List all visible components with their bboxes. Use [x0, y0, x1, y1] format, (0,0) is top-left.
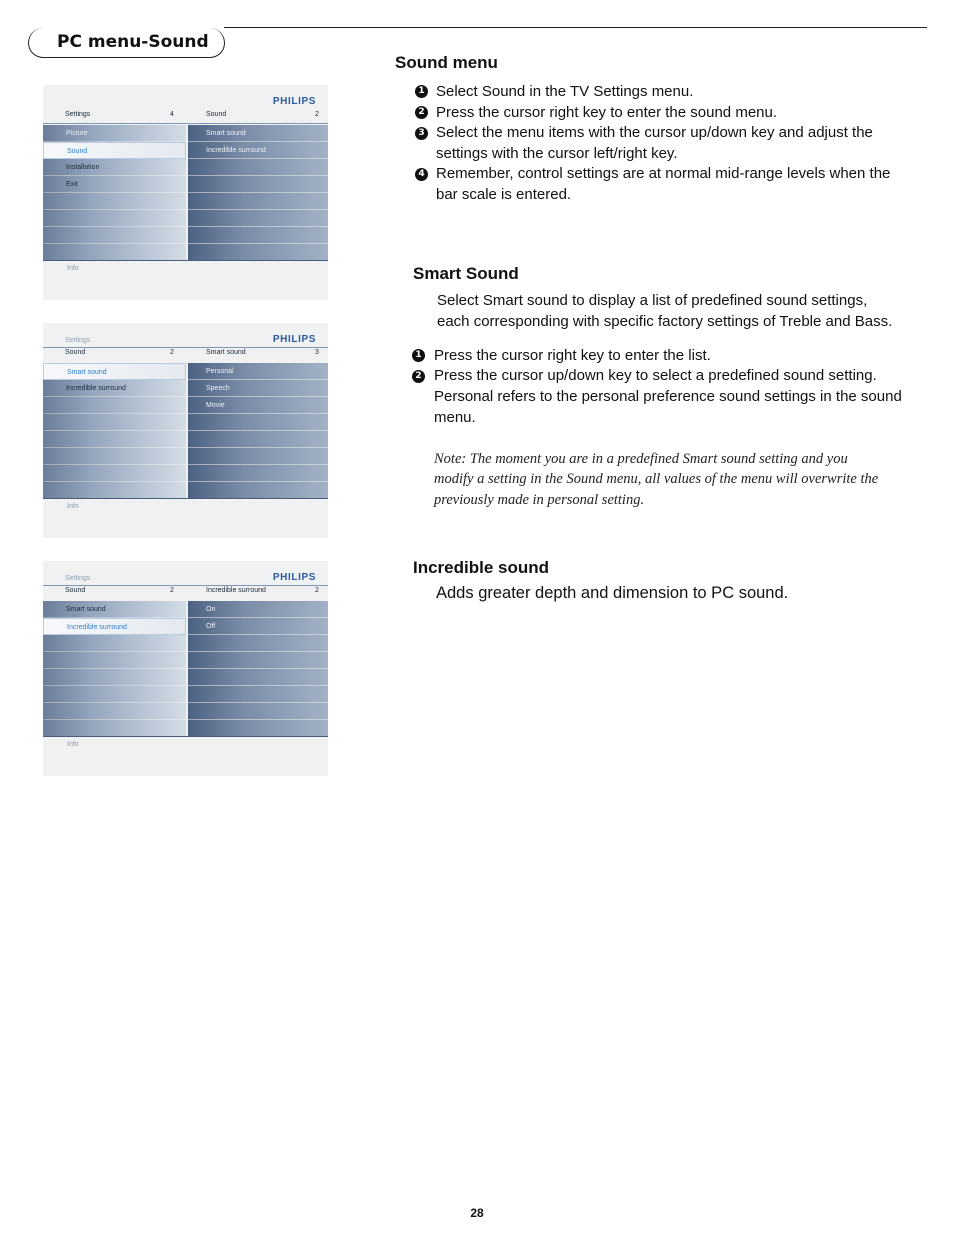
menu-item-picture[interactable]: Picture — [43, 125, 186, 142]
info-label: Info — [67, 741, 79, 748]
step-bullet: 4 — [415, 168, 428, 181]
step-bullet: 2 — [412, 370, 425, 383]
submenu-item-off[interactable]: Off — [188, 618, 328, 635]
bottom-line — [43, 260, 328, 261]
submenu-item-incredible-surround[interactable]: Incredible surround — [188, 142, 328, 159]
menu-empty-row — [43, 431, 186, 448]
screen-incredible-surround — [43, 561, 328, 776]
step-bullet: 2 — [415, 106, 428, 119]
smart-sound-title: Smart Sound — [413, 264, 519, 283]
menu-item-installation[interactable]: Installation — [43, 159, 186, 176]
menu-item-incredible-surround[interactable]: Incredible surround — [43, 618, 186, 635]
step-bullet: 1 — [415, 85, 428, 98]
submenu-item-movie[interactable]: Movie — [188, 397, 328, 414]
bottom-line — [43, 498, 328, 499]
submenu-empty-row — [188, 448, 328, 465]
smart-sound-intro-line1: Select Smart sound to display a list of predefined sound settings, — [437, 292, 868, 309]
right-header: Smart sound — [206, 349, 246, 356]
menu-item-incredible-surround[interactable]: Incredible surround — [43, 380, 186, 397]
menu-empty-row — [43, 193, 186, 210]
info-label: Info — [67, 503, 79, 510]
header-line — [43, 585, 328, 586]
right-header-count: 2 — [315, 587, 319, 594]
sound-menu-title: Sound menu — [395, 53, 498, 72]
submenu-empty-row — [188, 465, 328, 482]
right-header-count: 3 — [315, 349, 319, 356]
menu-empty-row — [43, 210, 186, 227]
submenu-empty-row — [188, 669, 328, 686]
submenu-item-speech[interactable]: Speech — [188, 380, 328, 397]
screen-smart-sound — [43, 323, 328, 538]
smart-step-2-line2: Personal refers to the personal preference sound settings in the sound — [434, 388, 902, 405]
submenu-empty-row — [188, 176, 328, 193]
step-bullet: 3 — [415, 127, 428, 140]
menu-empty-row — [43, 635, 186, 652]
header-line — [43, 347, 328, 348]
menu-empty-row — [43, 703, 186, 720]
submenu-item-on[interactable]: On — [188, 601, 328, 618]
incredible-sound-text: Adds greater depth and dimension to PC sound. — [436, 584, 789, 602]
submenu-empty-row — [188, 210, 328, 227]
menu-body — [43, 125, 328, 260]
left-header-count: 2 — [170, 349, 174, 356]
submenu-empty-row — [188, 635, 328, 652]
breadcrumb: Settings — [65, 575, 91, 582]
info-label: Info — [67, 265, 79, 272]
submenu-empty-row — [188, 703, 328, 720]
bottom-line — [43, 736, 328, 737]
menu-body — [43, 363, 328, 498]
submenu-item-smart-sound[interactable]: Smart sound — [188, 125, 328, 142]
left-header: Settings — [65, 111, 91, 118]
top-rule — [224, 27, 927, 28]
smart-sound-note-line2: modify a setting in the Sound menu, all values of the menu will overwrite the — [434, 471, 879, 487]
menu-empty-row — [43, 686, 186, 703]
submenu-empty-row — [188, 193, 328, 210]
sound-step-3-line1: Select the menu items with the cursor up/down key and adjust the — [436, 124, 873, 141]
menu-empty-row — [43, 465, 186, 482]
right-header-count: 2 — [315, 111, 319, 118]
section-tab: PC menu-Sound — [28, 28, 225, 58]
menu-empty-row — [43, 414, 186, 431]
submenu-empty-row — [188, 652, 328, 669]
philips-logo: PHILIPS — [272, 334, 316, 345]
smart-step-1: Press the cursor right key to enter the list. — [434, 347, 711, 364]
incredible-sound-title: Incredible sound — [413, 558, 550, 577]
menu-item-exit[interactable]: Exit — [43, 176, 186, 193]
submenu-empty-row — [188, 686, 328, 703]
menu-item-smart-sound[interactable]: Smart sound — [43, 601, 186, 618]
submenu-item-personal[interactable]: Personal — [188, 363, 328, 380]
right-header: Sound — [206, 111, 227, 118]
left-header: Sound — [65, 349, 86, 356]
submenu-empty-row — [188, 159, 328, 176]
menu-body — [43, 601, 328, 736]
sound-step-3-line2: settings with the cursor left/right key. — [436, 145, 678, 162]
submenu-empty-row — [188, 227, 328, 244]
smart-sound-intro-line2: each corresponding with specific factory settings of Treble and Bass. — [437, 313, 893, 330]
left-header-count: 2 — [170, 587, 174, 594]
breadcrumb: Settings — [65, 337, 91, 344]
left-header-count: 4 — [170, 111, 174, 118]
sound-step-4-line2: bar scale is entered. — [436, 186, 572, 203]
smart-sound-note-line3: previously made in personal setting. — [434, 492, 645, 508]
submenu-empty-row — [188, 414, 328, 431]
philips-logo: PHILIPS — [272, 96, 316, 107]
sound-step-4-line1: Remember, control settings are at normal mid-range levels when the — [436, 165, 891, 182]
left-header: Sound — [65, 587, 86, 594]
menu-item-smart-sound[interactable]: Smart sound — [43, 363, 186, 380]
menu-empty-row — [43, 669, 186, 686]
smart-sound-note-line1: Note: The moment you are in a predefined Smart sound setting and you — [434, 451, 848, 467]
smart-step-2-line1: Press the cursor up/down key to select a predefined sound setting. — [434, 367, 877, 384]
right-header: Incredible surround — [206, 587, 266, 594]
screen-sound-menu — [43, 85, 328, 300]
sound-step-2: Press the cursor right key to enter the sound menu. — [436, 104, 778, 121]
smart-step-2-line3: menu. — [434, 409, 476, 426]
menu-item-sound[interactable]: Sound — [43, 142, 186, 159]
menu-empty-row — [43, 652, 186, 669]
step-bullet: 1 — [412, 349, 425, 362]
philips-logo: PHILIPS — [272, 572, 316, 583]
submenu-empty-row — [188, 431, 328, 448]
sound-step-1: Select Sound in the TV Settings menu. — [436, 83, 694, 100]
menu-empty-row — [43, 448, 186, 465]
menu-empty-row — [43, 397, 186, 414]
header-line — [43, 123, 328, 124]
menu-empty-row — [43, 227, 186, 244]
page-number: 28 — [470, 1206, 484, 1220]
